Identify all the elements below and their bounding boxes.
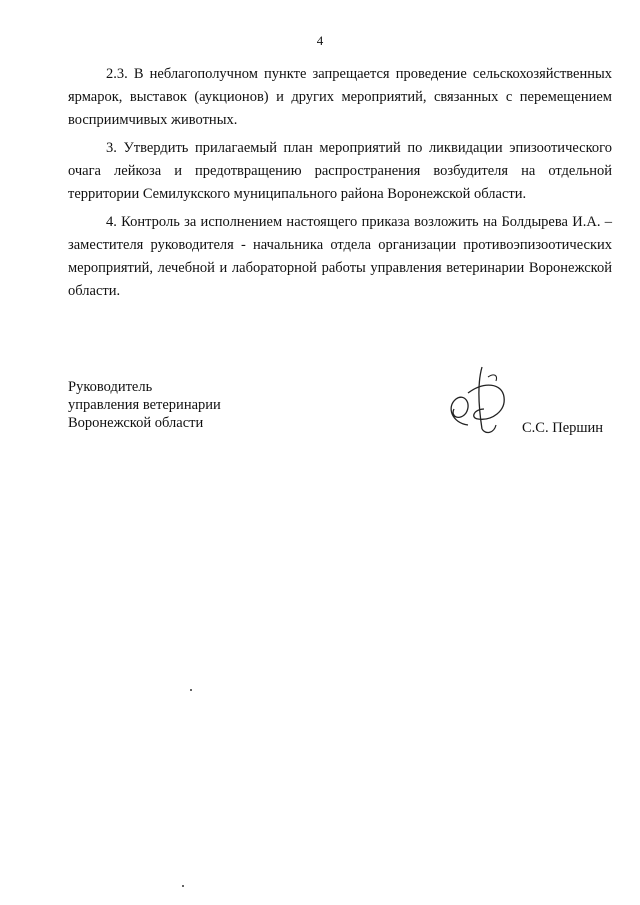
page-number: 4 <box>316 33 324 48</box>
scan-speck <box>182 885 184 887</box>
signatory-title <box>68 378 221 432</box>
signatory-title-line-2: управления ветеринарии <box>68 397 221 413</box>
signatory-title-line-3: Воронежской области <box>68 415 204 431</box>
paragraph-2-3: 2.3. В неблагополучном пункте запрещается проведение сельскохозяйственных ярмарок, выставок (аукционов) и других мероприятий, связанных с перемещением восприимчивых животных. <box>68 66 612 128</box>
paragraph-4: 4. Контроль за исполнением настоящего приказа возложить на Болдырева И.А. – заместителя руководителя - начальника отдела организации противоэпизоотических мероприятий, лечебной и лабораторной работы управления ветеринарии Воронежской области. <box>68 214 612 299</box>
signer-name: С.С. Першин <box>522 420 604 436</box>
order-body <box>68 63 612 303</box>
signatory-title-line-1: Руководитель <box>68 379 153 395</box>
paragraph-3: 3. Утвердить прилагаемый план мероприятий по ликвидации эпизоотического очага лейкоза и предотвращению распространения возбудителя на отдельной территории Семилукского муниципального района Воронежской области. <box>68 140 612 202</box>
scan-speck <box>190 689 192 691</box>
